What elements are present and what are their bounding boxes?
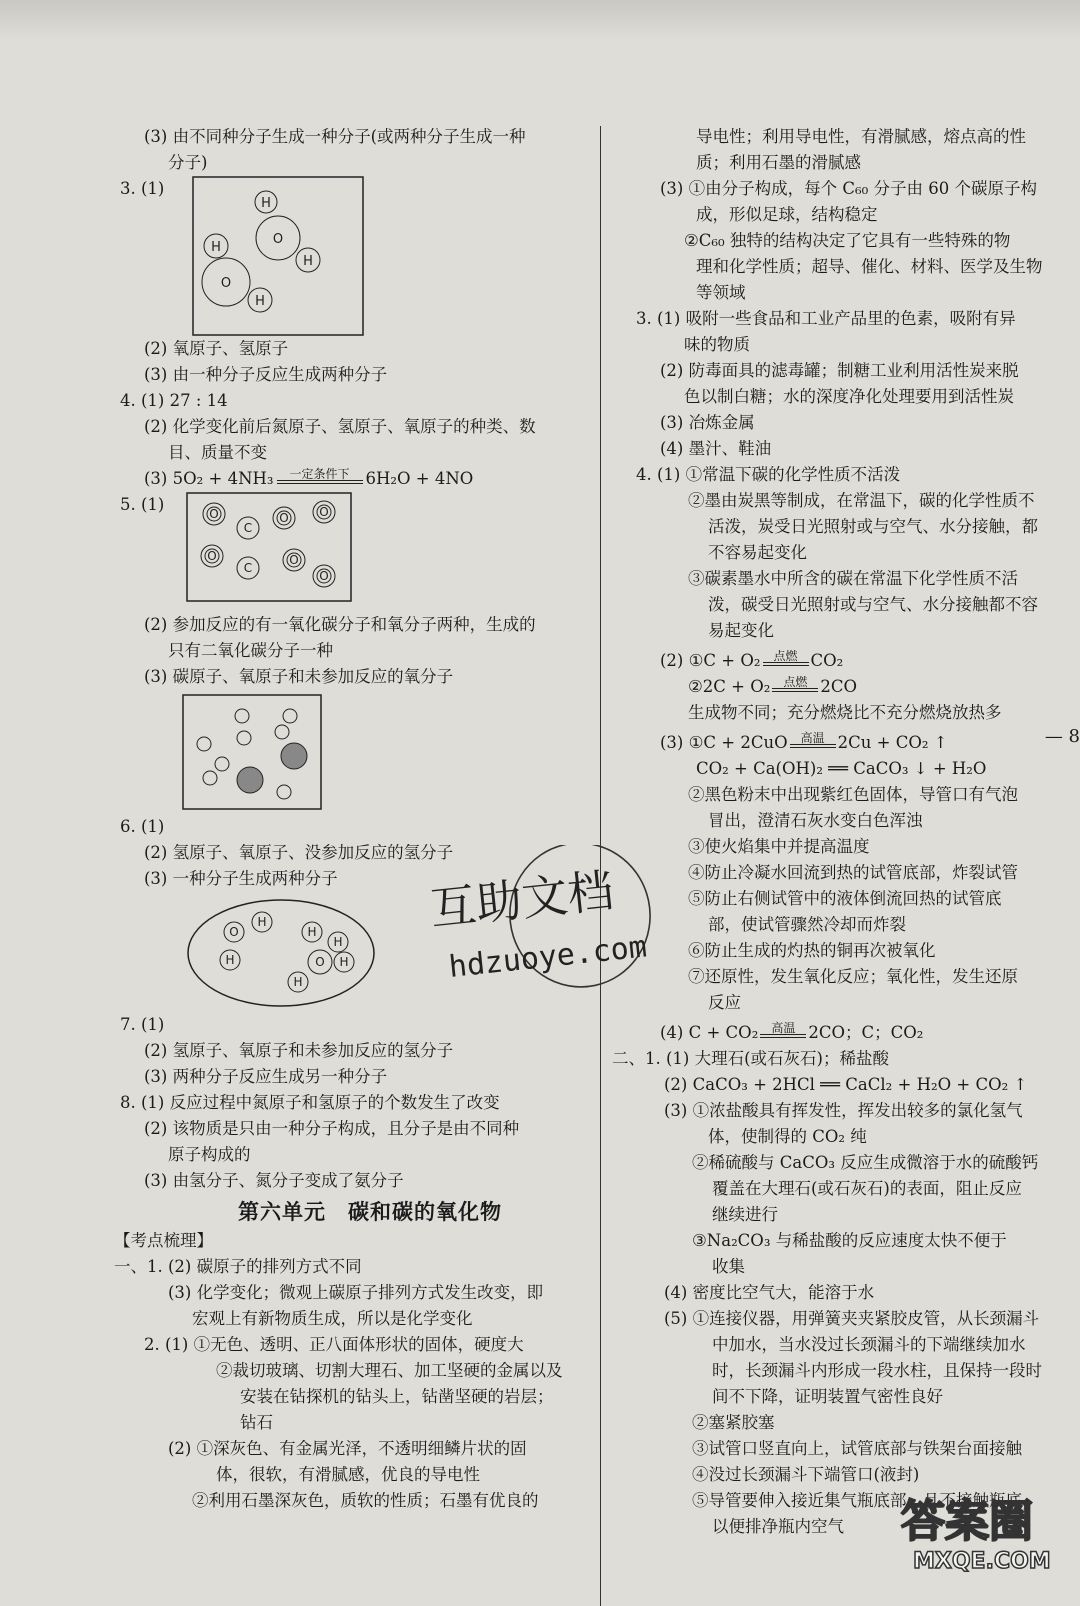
atom-o: O [272, 232, 284, 247]
answer-line: ③试管口竖直向上，试管底部与铁架台面接触 [692, 1439, 1022, 1458]
question-number: 6. (1) [120, 817, 165, 836]
answer-line: ②利用石墨深灰色，质软的性质；石墨有优良的 [192, 1491, 539, 1510]
answer-line: 间不下降，证明装置气密性良好 [712, 1387, 943, 1406]
reaction-arrow [790, 732, 836, 756]
equation-r24 [612, 730, 1070, 756]
reaction-arrow [760, 1022, 806, 1046]
equation-r21 [612, 648, 1070, 674]
answer-line: 3. (1) 吸附一些食品和工业产品里的色素，吸附有异 [636, 309, 1016, 328]
reaction-arrow [772, 676, 818, 700]
right-column [612, 124, 1070, 1540]
answer-line: 色以制白糖；水的深度净化处理要用到活性炭 [684, 387, 1014, 406]
answer-line: 体，很软，有滑腻感，优良的导电性 [216, 1465, 480, 1484]
answer-line: (2) CaCO₃ + 2HCl ══ CaCl₂ + H₂O + CO₂ ↑ [664, 1075, 1028, 1094]
answer-line: 一、1. (2) 碳原子的排列方式不同 [114, 1257, 362, 1276]
answer-line: ⑤防止右侧试管中的液体倒流回热的试管底 [688, 889, 1002, 908]
atom-o: O [289, 553, 299, 567]
answer-line: (2) 化学变化前后氮原子、氢原子、氧原子的种类、数 [144, 417, 536, 436]
molecule-diagram-q5-3 [182, 694, 322, 810]
answer-line: ②黑色粉末中出现紫红色固体，导管口有气泡 [688, 785, 1018, 804]
answer-line: (3) 碳原子、氧原子和未参加反应的氧分子 [144, 667, 454, 686]
answer-line: 继续进行 [712, 1205, 778, 1224]
answer-line: (3) 由一种分子反应生成两种分子 [144, 365, 388, 384]
equation-q4 [120, 466, 590, 492]
answer-line: 部，使试管骤然冷却而炸裂 [708, 915, 906, 934]
answer-line: (3) 由氢分子、氮分子变成了氨分子 [144, 1171, 404, 1190]
section-label: 【考点梳理】 [114, 1231, 213, 1250]
reaction-condition: 点燃 [783, 675, 808, 689]
answer-line: 质；利用石墨的滑腻感 [696, 153, 861, 172]
question-number: 3. (1) [120, 179, 165, 198]
atom-h: H [333, 935, 343, 949]
answer-line: ③Na₂CO₃ 与稀盐酸的反应速度太快不便于 [692, 1231, 1007, 1250]
answer-line: (2) 氢原子、氧原子和未参加反应的氢分子 [144, 1041, 454, 1060]
equation-r35 [612, 1020, 1070, 1046]
answer-line: 等领域 [696, 283, 746, 302]
equation-left: ②2C + O₂ [688, 677, 771, 696]
equation-right: 2CO [820, 677, 858, 696]
site-logo [897, 1478, 1072, 1574]
left-column [114, 124, 590, 1514]
answer-line: ④没过长颈漏斗下端管口(液封) [692, 1465, 920, 1484]
answer-line: ②墨由炭黑等制成，在常温下，碳的化学性质不 [688, 491, 1035, 510]
answer-line: (3) ①浓盐酸具有挥发性，挥发出较多的氯化氢气 [664, 1101, 1023, 1120]
molecule-diagram-q3 [192, 176, 364, 336]
answer-line: (3) 一种分子生成两种分子 [144, 869, 338, 888]
answer-line: ②塞紧胶塞 [692, 1413, 775, 1432]
atom-o: O [319, 569, 329, 583]
answer-line: 钻石 [240, 1413, 273, 1432]
answer-line: 导电性；利用导电性，有滑腻感，熔点高的性 [696, 127, 1026, 146]
answer-line: (3) ①由分子构成，每个 C₆₀ 分子由 60 个碳原子构 [660, 179, 1037, 198]
atom-o: O [207, 549, 217, 563]
answer-line: (3) 两种分子反应生成另一种分子 [144, 1067, 388, 1086]
reaction-arrow [763, 650, 809, 674]
atom-h: H [211, 240, 221, 255]
answer-line: (3) 由不同种分子生成一种分子(或两种分子生成一种 [144, 127, 526, 146]
answer-line: 只有二氧化碳分子一种 [168, 641, 333, 660]
answer-line: 目、质量不变 [168, 443, 267, 462]
equation-right: 2Cu + CO₂ ↑ [837, 733, 948, 752]
molecule-diagram-q5 [186, 492, 352, 602]
answer-line: ③使火焰集中并提高温度 [688, 837, 870, 856]
answer-line: (2) 该物质是只由一种分子构成，且分子是由不同种 [144, 1119, 520, 1138]
answer-line: 以便排净瓶内空气 [712, 1517, 844, 1536]
q5-block [120, 492, 590, 602]
answer-line: 8. (1) 反应过程中氮原子和氢原子的个数发生了改变 [120, 1093, 500, 1112]
answer-line: ⑦还原性，发生氧化反应；氧化性，发生还原 [688, 967, 1018, 986]
answer-line: 活泼，炭受日光照射或与空气、水分接触，都 [708, 517, 1038, 536]
logo-text: 答案圈 [901, 1496, 1033, 1547]
answer-line: 分子) [168, 153, 208, 172]
answer-line: 安装在钻探机的钻头上，钻凿坚硬的岩层； [240, 1387, 554, 1406]
answer-line: ②稀硫酸与 CaCO₃ 反应生成微溶于水的硫酸钙 [692, 1153, 1039, 1172]
atom-c: C [243, 521, 253, 535]
atom-h: H [303, 254, 313, 269]
atom-o: O [319, 505, 329, 519]
answer-line: (2) 氧原子、氢原子 [144, 339, 289, 358]
equation-right: 2CO；C；CO₂ [808, 1023, 924, 1042]
atom-h: H [255, 294, 265, 309]
reaction-condition: 高温 [771, 1021, 796, 1035]
answer-line: 味的物质 [684, 335, 750, 354]
reaction-condition: 点燃 [773, 649, 798, 663]
equation-r22 [612, 674, 1070, 700]
answer-line: 泼，碳受日光照射或与空气、水分接触都不容 [708, 595, 1038, 614]
answer-line: (3) 冶炼金属 [660, 413, 755, 432]
atom-h: H [225, 953, 235, 967]
answer-line: 4. (1) ①常温下碳的化学性质不活泼 [636, 465, 901, 484]
answer-line: 覆盖在大理石(或石灰石)的表面，阻止反应 [712, 1179, 1022, 1198]
equation-left: (3) 5O₂ + 4NH₃ [144, 469, 274, 488]
answer-line: 体，使制得的 CO₂ 纯 [708, 1127, 867, 1146]
answer-line: 宏观上有新物质生成，所以是化学变化 [192, 1309, 473, 1328]
atom-h: H [261, 196, 271, 211]
answer-line: 冒出，澄清石灰水变白色浑浊 [708, 811, 923, 830]
question-number: 5. (1) [120, 495, 165, 514]
answer-line: (2) 防毒面具的滤毒罐；制糖工业利用活性炭来脱 [660, 361, 1019, 380]
atom-o: O [279, 511, 289, 525]
answer-line: 原子构成的 [168, 1145, 251, 1164]
atom-o: O [209, 507, 219, 521]
atom-h: H [257, 915, 267, 929]
equation-right: CO₂ [810, 651, 844, 670]
answer-line: 时，长颈漏斗内形成一段水柱，且保持一段时 [712, 1361, 1042, 1380]
equation-left: (4) C + CO₂ [660, 1023, 759, 1042]
answer-line: 收集 [712, 1257, 745, 1276]
watermark [420, 845, 690, 1015]
answer-line: (2) 参加反应的有一氧化碳分子和氧分子两种，生成的 [144, 615, 536, 634]
atom-h: H [339, 955, 349, 969]
answer-line: 不容易起变化 [708, 543, 807, 562]
reaction-condition: 一定条件下 [289, 467, 350, 481]
answer-line: ⑤导管要伸入接近集气瓶底部，且不接触瓶底， [692, 1491, 1039, 1510]
answer-line: ④防止冷凝水回流到热的试管底部，炸裂试管 [688, 863, 1018, 882]
answer-line: (4) 密度比空气大，能溶于水 [664, 1283, 875, 1302]
answer-line: 成，形似足球，结构稳定 [696, 205, 878, 224]
answer-line: (4) 墨汁、鞋油 [660, 439, 772, 458]
answer-line: 4. (1) 27 : 14 [120, 391, 228, 410]
atom-o: O [315, 955, 325, 969]
atom-c: C [243, 561, 253, 575]
answer-line: (5) ①连接仪器，用弹簧夹夹紧胶皮管，从长颈漏斗 [664, 1309, 1040, 1328]
logo-url: MXQE.COM [913, 1549, 1051, 1574]
section-title: 第六单元 碳和碳的氧化物 [238, 1199, 502, 1224]
answer-line: 理和化学性质；超导、催化、材料、医学及生物 [696, 257, 1043, 276]
answer-line: (2) ①深灰色、有金属光泽，不透明细鳞片状的固 [168, 1439, 527, 1458]
equation-left: (3) ①C + 2CuO [660, 733, 788, 752]
answer-line: 中加水，当水没过长颈漏斗的下端继续加水 [712, 1335, 1026, 1354]
answer-line: ⑥防止生成的灼热的铜再次被氧化 [688, 941, 936, 960]
top-shadow [0, 0, 1080, 40]
atom-h: H [307, 925, 317, 939]
molecule-diagram-q6 [186, 898, 376, 1008]
atom-o: O [220, 276, 232, 291]
answer-line: 易起变化 [708, 621, 774, 640]
answer-line: ③碳素墨水中所含的碳在常温下化学性质不活 [688, 569, 1018, 588]
answer-line: 2. (1) ①无色、透明、正八面体形状的固体，硬度大 [144, 1335, 524, 1354]
equation-left: (2) ①C + O₂ [660, 651, 761, 670]
reaction-arrow [277, 468, 363, 492]
watermark-title: 互助文档 [427, 863, 617, 936]
answer-line: (3) 化学变化；微观上碳原子排列方式发生改变，即 [168, 1283, 544, 1302]
reaction-condition: 高温 [800, 731, 825, 745]
q3-block [120, 176, 590, 336]
answer-line: 二、1. (1) 大理石(或石灰石)；稀盐酸 [612, 1049, 889, 1068]
atom-h: H [293, 975, 303, 989]
answer-line: CO₂ + Ca(OH)₂ ══ CaCO₃ ↓ + H₂O [696, 759, 987, 778]
answer-line: (2) 氢原子、氧原子、没参加反应的氢分子 [144, 843, 454, 862]
answer-line: 生成物不同；充分燃烧比不充分燃烧放热多 [688, 703, 1002, 722]
watermark-url: hdzuoye.com [447, 929, 649, 985]
atom-o: O [229, 925, 239, 939]
answer-line: ②C₆₀ 独特的结构决定了它具有一些特殊的物 [684, 231, 1011, 250]
question-number: 7. (1) [120, 1015, 165, 1034]
answer-line: ②裁切玻璃、切割大理石、加工坚硬的金属以及 [216, 1361, 563, 1380]
equation-right: 6H₂O + 4NO [365, 469, 474, 488]
answer-line: 反应 [708, 993, 741, 1012]
page-number: — 8 [1044, 726, 1080, 747]
